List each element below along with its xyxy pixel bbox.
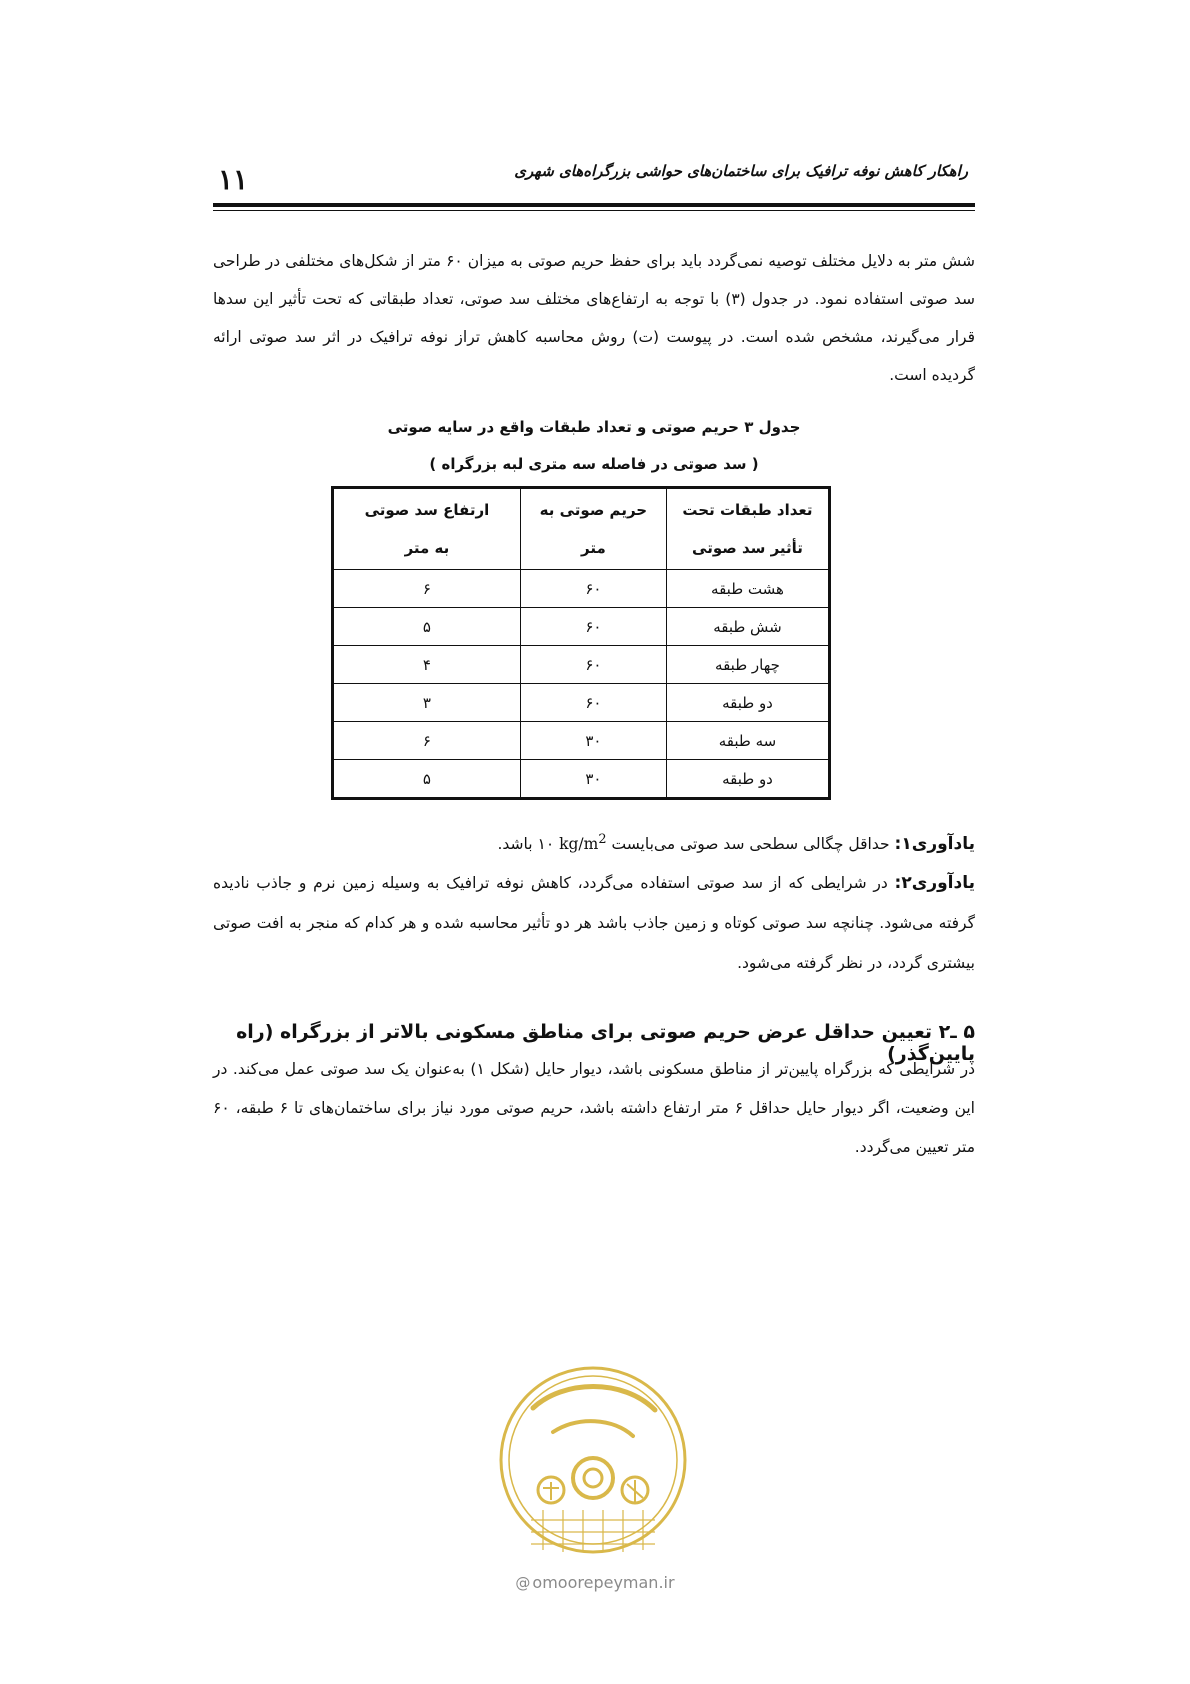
intro-paragraph: شش متر به دلایل مختلف توصیه نمی‌گردد باید برای حفظ حریم صوتی به میزان ۶۰ متر از شکل‌های مختلفی در طراحی سد صوتی استفاده نمود. در جدول (۳) با توجه به ارتفاع‌های مختلف سد صوتی، تعداد طبقاتی که تحت تأثیر این سدها قرار می‌گیرند، مشخص شده است. در پیوست (ت) روش محاسبه کاهش تراز نوفه ترافیک در اثر سد صوتی ارائه گردیده است. xyxy=(213,252,975,384)
cell-height: ۵ xyxy=(333,760,521,799)
cell-floors: چهار طبقه xyxy=(666,646,829,684)
table-caption-subtitle: ( سد صوتی در فاصله سه متری لبه بزرگراه ) xyxy=(429,455,759,473)
cell-floors: سه طبقه xyxy=(666,722,829,760)
watermark-at-icon: @ xyxy=(515,1574,531,1592)
watermark-site-label xyxy=(470,1573,720,1592)
cell-height: ۳ xyxy=(333,684,521,722)
table-row xyxy=(333,570,830,608)
table-row xyxy=(333,684,830,722)
note-1-unit xyxy=(559,832,607,854)
table-row xyxy=(333,760,830,799)
cell-height: ۶ xyxy=(333,722,521,760)
header-rule-thin xyxy=(213,210,975,211)
noise-barrier-table xyxy=(331,486,831,800)
table-header-row xyxy=(333,488,830,570)
note-2-label: یادآوری۲: xyxy=(894,873,975,893)
cell-floors: دو طبقه xyxy=(666,684,829,722)
cell-buffer: ۳۰ xyxy=(520,722,666,760)
table-caption-title: جدول ۳ حریم صوتی و تعداد طبقات واقع در سایه صوتی xyxy=(387,418,801,436)
cell-buffer: ۶۰ xyxy=(520,570,666,608)
note-1-text-before: حداقل چگالی سطحی سد صوتی می‌بایست xyxy=(611,835,890,854)
section-paragraph: در شرایطی که بزرگراه پایین‌تر از مناطق مسکونی باشد، دیوار حایل (شکل ۱) به‌عنوان یک سد صوتی عمل می‌کند. در این وضعیت، اگر دیوار حایل حداقل ۶ متر ارتفاع داشته باشد، حریم صوتی مورد نیاز برای ساختمان‌های تا ۶ طبقه، ۶۰ متر تعیین می‌گردد. xyxy=(213,1060,976,1156)
page-number: ۱۱ xyxy=(218,163,249,196)
header-buffer xyxy=(520,488,666,570)
cell-height: ۴ xyxy=(333,646,521,684)
note-1-label: یادآوری۱: xyxy=(894,834,975,855)
cell-buffer: ۶۰ xyxy=(520,608,666,646)
header-height xyxy=(333,488,521,570)
cell-height: ۶ xyxy=(333,570,521,608)
header-floors-line1: تعداد طبقات تحت xyxy=(682,501,813,519)
cell-buffer: ۳۰ xyxy=(520,760,666,799)
header-height-line1: ارتفاع سد صوتی xyxy=(364,501,490,519)
header-height-line2: به متر xyxy=(404,539,450,557)
header-rule-thick xyxy=(213,203,975,207)
header-buffer-line2: متر xyxy=(581,539,606,557)
cell-floors: دو طبقه xyxy=(666,760,829,799)
section-heading: ۵ ـ۲ تعیین حداقل عرض حریم صوتی برای مناطق مسکونی بالاتر از بزرگراه (راه پایین‌گذر) xyxy=(236,1021,975,1065)
header-buffer-line1: حریم صوتی به xyxy=(539,501,648,519)
header-floors-line2: تأثیر سد صوتی xyxy=(692,539,803,557)
table-row xyxy=(333,646,830,684)
watermark-seal-logo xyxy=(493,1360,693,1560)
running-header-title: راهکار کاهش نوفه ترافیک برای ساختمان‌های حواشی بزرگراه‌های شهری xyxy=(514,162,968,180)
note-1 xyxy=(213,820,975,864)
note-1-unit-base: kg/m xyxy=(559,835,599,854)
note-1-unit-exp: 2 xyxy=(598,832,607,847)
cell-height: ۵ xyxy=(333,608,521,646)
cell-floors: هشت طبقه xyxy=(666,570,829,608)
cell-buffer: ۶۰ xyxy=(520,646,666,684)
table-row xyxy=(333,608,830,646)
cell-buffer: ۶۰ xyxy=(520,684,666,722)
header-floors xyxy=(666,488,829,570)
note-2-text: در شرایطی که از سد صوتی استفاده می‌گردد، کاهش نوفه ترافیک به وسیله زمین نرم و جاذب نادیده گرفته می‌شود. چنانچه سد صوتی کوتاه و زمین جاذب باشد هر دو تأثیر محاسبه شده و هر کدام که منجر به افت صوتی بیشتری گردد، در نظر گرفته می‌شود. xyxy=(213,874,975,972)
note-1-text-after: باشد. xyxy=(497,835,533,854)
cell-floors: شش طبقه xyxy=(666,608,829,646)
watermark-site-text: omoorepeyman.ir xyxy=(532,1573,675,1592)
note-1-value: ۱۰ xyxy=(537,835,555,854)
note-2 xyxy=(213,863,975,983)
table-row xyxy=(333,722,830,760)
